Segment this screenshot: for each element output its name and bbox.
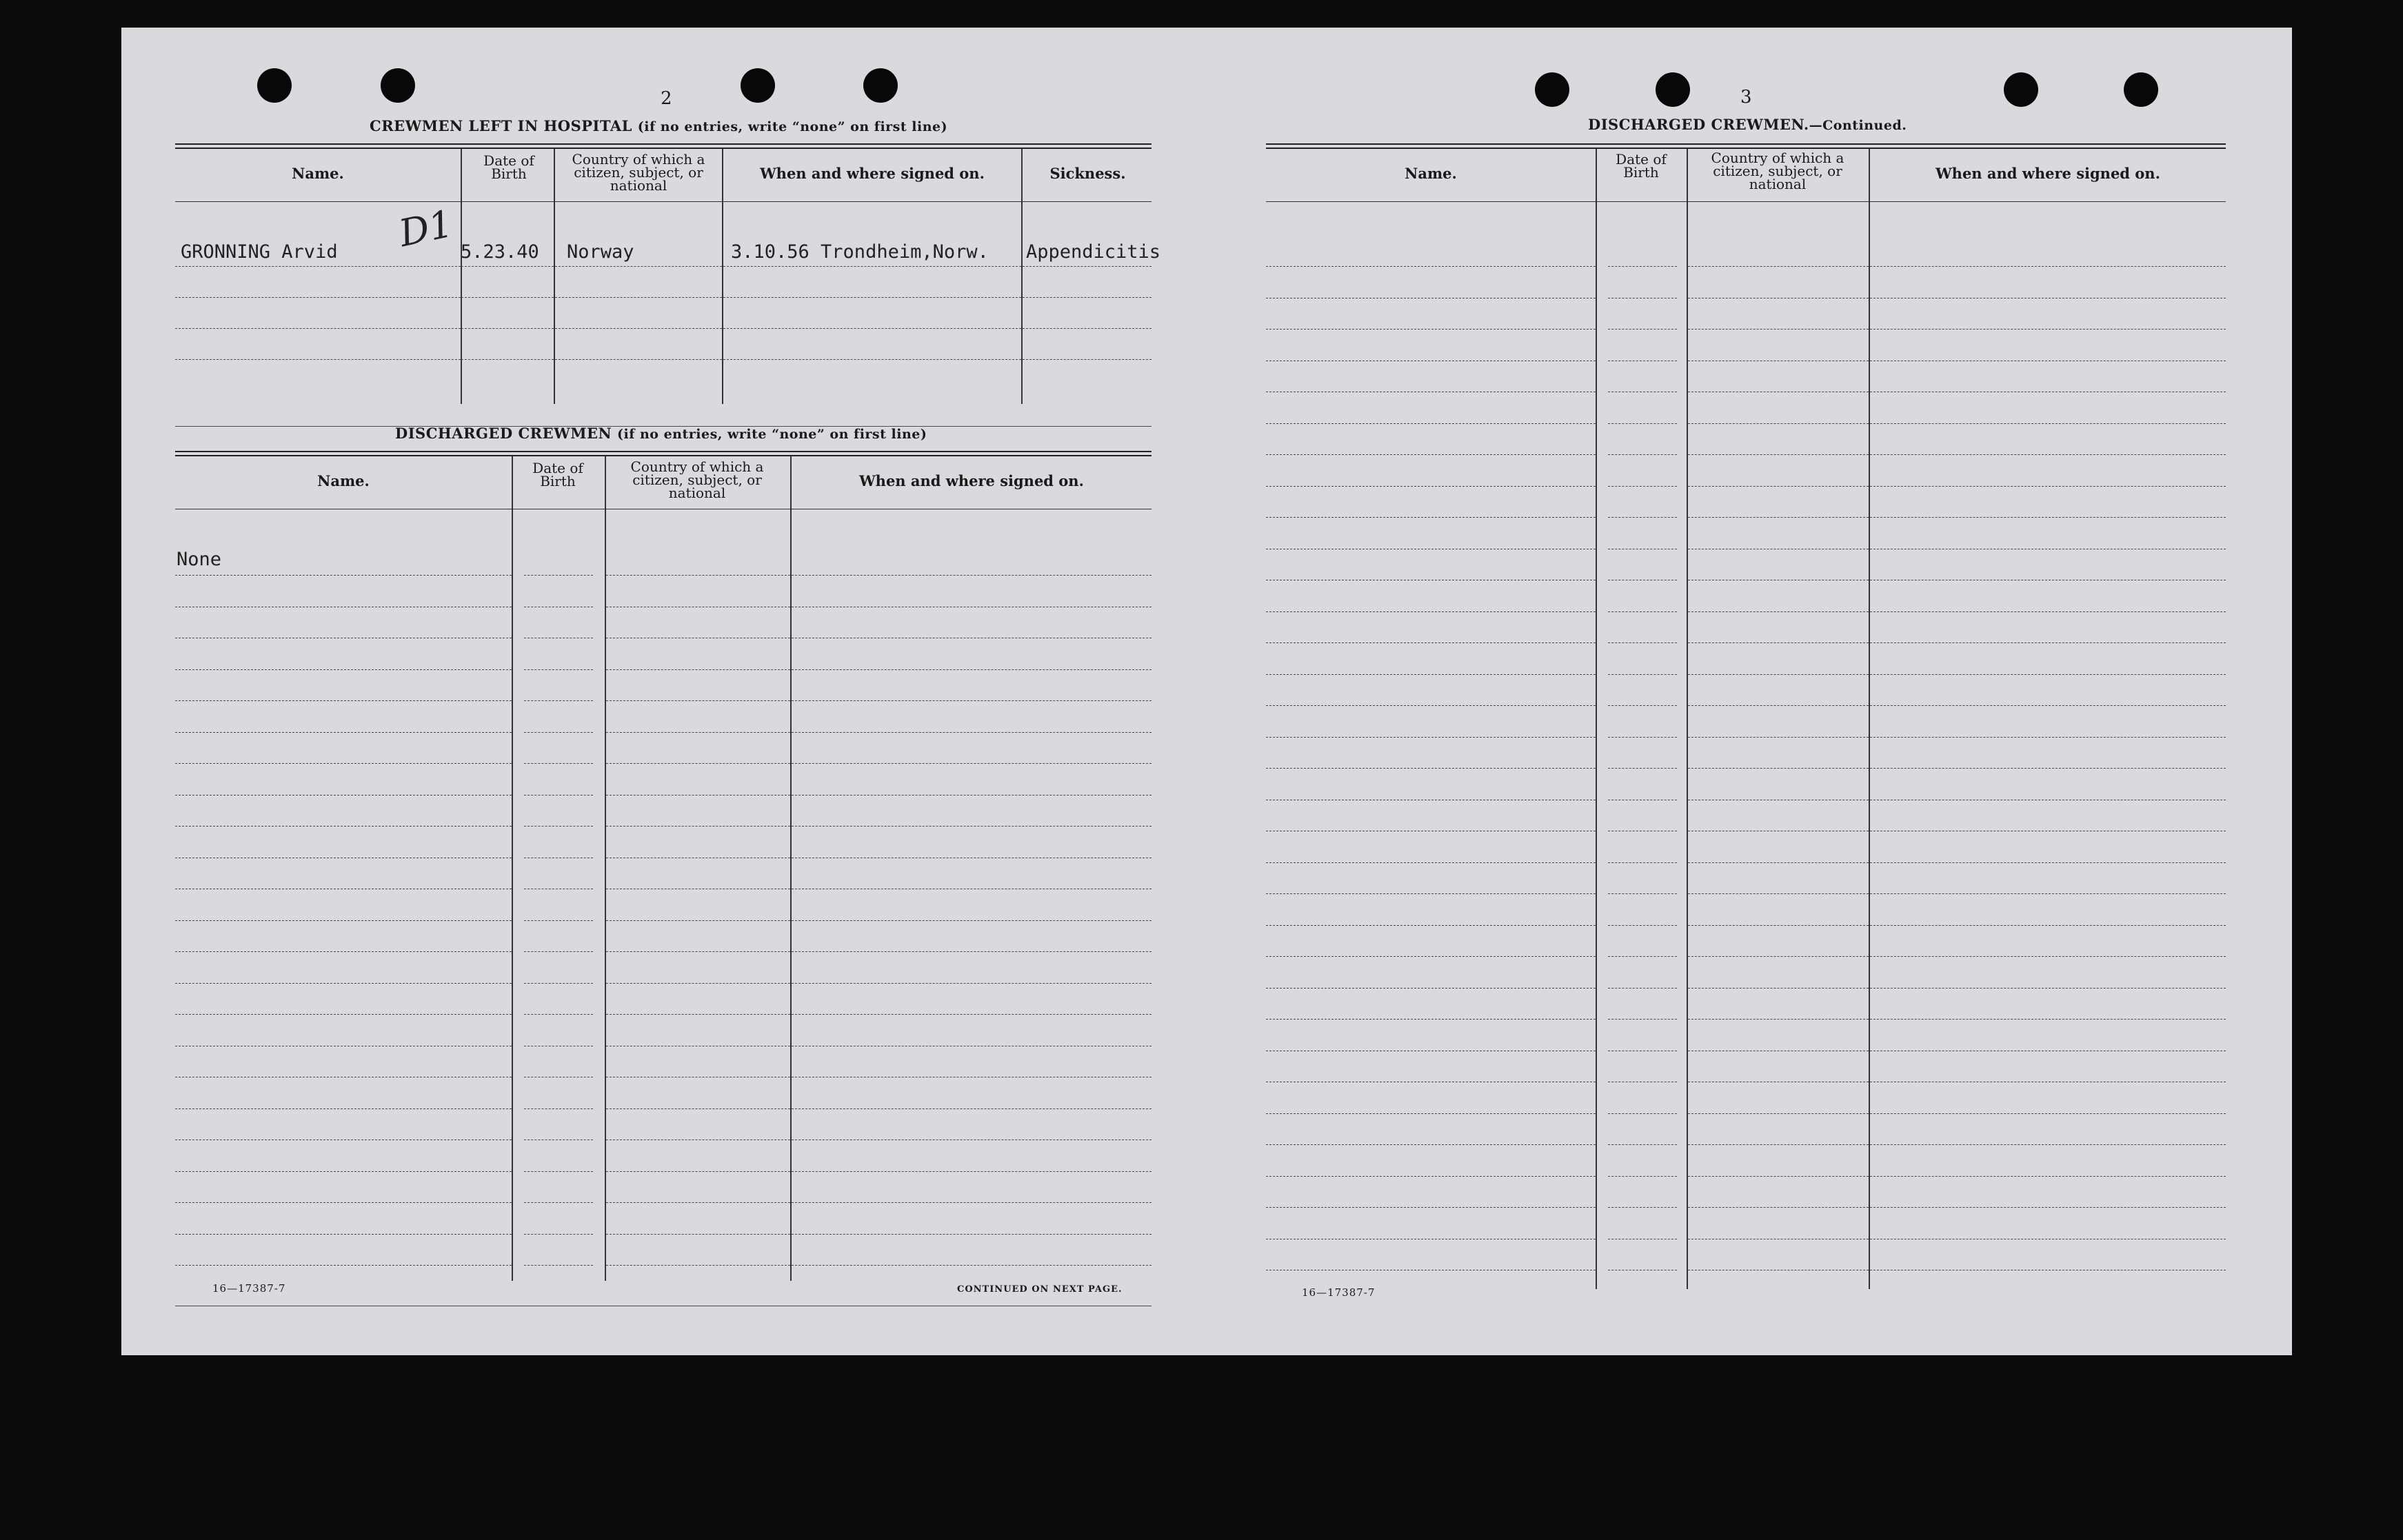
punch-hole xyxy=(863,68,898,103)
ruled-line xyxy=(1870,988,2226,989)
ruled-line xyxy=(1688,925,1869,926)
ruled-line xyxy=(1870,1144,2226,1145)
ruled-line xyxy=(524,669,593,670)
ruled-line xyxy=(792,1265,1152,1266)
ruled-line xyxy=(1608,486,1677,487)
ruled-line xyxy=(1688,642,1869,643)
hospital-row-country: Norway xyxy=(567,241,634,263)
ruled-line xyxy=(1870,862,2226,863)
ruled-line xyxy=(524,732,593,733)
ruled-line xyxy=(175,732,512,733)
ruled-line xyxy=(1688,768,1869,769)
ruled-line xyxy=(1608,329,1677,330)
ruled-line xyxy=(606,1139,790,1140)
ruled-line xyxy=(1688,1113,1869,1114)
ruled-line xyxy=(175,983,512,984)
ruled-line xyxy=(1870,1113,2226,1114)
ruled-line xyxy=(1688,266,1869,267)
ruled-line xyxy=(1266,517,1596,518)
ruled-line xyxy=(175,1202,512,1203)
ruled-line xyxy=(1688,674,1869,675)
discharged-section-title xyxy=(395,425,927,442)
ruled-line xyxy=(606,700,790,701)
ruled-line xyxy=(1608,956,1677,957)
ruled-line xyxy=(1608,611,1677,612)
ruled-line xyxy=(606,920,790,921)
ruled-line xyxy=(1688,956,1869,957)
ruled-line xyxy=(606,1108,790,1109)
ruled-line xyxy=(792,1202,1152,1203)
ruled-line xyxy=(1870,1176,2226,1177)
ruled-line xyxy=(175,763,512,764)
right-header-dob: Date of Birth xyxy=(1616,151,1667,181)
ruled-line xyxy=(1266,486,1596,487)
ruled-line xyxy=(524,1202,593,1203)
ruled-line xyxy=(792,826,1152,827)
ruled-line xyxy=(1266,925,1596,926)
ruled-line xyxy=(792,1108,1152,1109)
ruled-line xyxy=(792,700,1152,701)
discharged-instruction: (if no entries, write “none” on first line) xyxy=(616,427,927,442)
ruled-line xyxy=(1688,737,1869,738)
ruled-line xyxy=(606,951,790,952)
page-number-left: 2 xyxy=(661,88,672,109)
continued-note: CONTINUED ON NEXT PAGE. xyxy=(957,1284,1123,1295)
ruled-line xyxy=(1266,266,1596,267)
ruled-line xyxy=(792,669,1152,670)
ruled-line xyxy=(792,732,1152,733)
ruled-line xyxy=(1266,1207,1596,1208)
ruled-line xyxy=(1870,737,2226,738)
ruled-line xyxy=(1266,705,1596,706)
ruled-line xyxy=(1870,486,2226,487)
discharged-first-entry: None xyxy=(177,549,222,570)
right-header-country: Country of which a citizen, subject, or national xyxy=(1711,150,1844,192)
ruled-line xyxy=(524,1234,593,1235)
ruled-line xyxy=(524,951,593,952)
ruled-line xyxy=(1608,988,1677,989)
ruled-line xyxy=(606,1202,790,1203)
ruled-line xyxy=(1870,925,2226,926)
page-number-right: 3 xyxy=(1740,87,1752,108)
ruled-line xyxy=(1870,674,2226,675)
ruled-line xyxy=(524,1171,593,1172)
ruled-line xyxy=(1266,611,1596,612)
ruled-line xyxy=(175,826,512,827)
discharged-table-left xyxy=(175,451,1152,1313)
ruled-line xyxy=(1266,642,1596,643)
ruled-line xyxy=(1870,705,2226,706)
ruled-line xyxy=(1266,674,1596,675)
ruled-line xyxy=(1688,611,1869,612)
ruled-line xyxy=(1870,266,2226,267)
ruled-line xyxy=(792,1014,1152,1015)
ruled-line xyxy=(524,1014,593,1015)
ruled-line xyxy=(175,1014,512,1015)
discharged-title-text: DISCHARGED CREWMEN xyxy=(395,425,612,442)
punch-hole xyxy=(2124,72,2158,107)
document-sheet xyxy=(121,28,2292,1355)
ruled-line xyxy=(175,700,512,701)
ruled-line xyxy=(1266,768,1596,769)
ruled-line xyxy=(1608,1113,1677,1114)
ruled-line xyxy=(1608,737,1677,738)
right-header-signed: When and where signed on. xyxy=(1936,165,2160,182)
ruled-line xyxy=(1608,705,1677,706)
ruled-line xyxy=(792,795,1152,796)
ruled-line xyxy=(1266,737,1596,738)
ruled-line xyxy=(175,951,512,952)
ruled-line xyxy=(1608,423,1677,424)
hospital-table xyxy=(175,143,1161,433)
ruled-line xyxy=(1870,454,2226,455)
ruled-line xyxy=(606,669,790,670)
ruled-line xyxy=(1688,329,1869,330)
hospital-row-signed: 3.10.56 Trondheim,Norw. xyxy=(731,241,989,263)
ruled-line xyxy=(606,1234,790,1235)
ruled-line xyxy=(175,575,512,576)
handwritten-annotation: D1 xyxy=(395,201,457,256)
ruled-line xyxy=(1266,1019,1596,1020)
ruled-line xyxy=(1266,988,1596,989)
ruled-line xyxy=(606,983,790,984)
ruled-line xyxy=(1608,893,1677,894)
ruled-line xyxy=(175,920,512,921)
hospital-header-sickness: Sickness. xyxy=(1049,165,1126,182)
ruled-line xyxy=(175,1171,512,1172)
ruled-line xyxy=(524,1265,593,1266)
hospital-header-country: Country of which a citizen, subject, or national xyxy=(572,151,705,194)
ruled-line xyxy=(792,1171,1152,1172)
ruled-line xyxy=(792,983,1152,984)
hospital-instruction: (if no entries, write “none” on first line) xyxy=(637,119,948,134)
ruled-line xyxy=(1266,862,1596,863)
ruled-line xyxy=(1608,674,1677,675)
punch-hole xyxy=(1656,72,1690,107)
ruled-line xyxy=(1608,454,1677,455)
ruled-line xyxy=(1266,454,1596,455)
right-title-suffix: —Continued. xyxy=(1809,118,1907,133)
ruled-line xyxy=(175,795,512,796)
ruled-line xyxy=(606,795,790,796)
discharged-header-signed: When and where signed on. xyxy=(859,472,1084,489)
ruled-line xyxy=(1608,1207,1677,1208)
ruled-line xyxy=(524,1108,593,1109)
ruled-line xyxy=(1870,1207,2226,1208)
hospital-title-text: CREWMEN LEFT IN HOSPITAL xyxy=(370,117,632,134)
ruled-line xyxy=(524,700,593,701)
ruled-line xyxy=(606,826,790,827)
ruled-line xyxy=(524,575,593,576)
ruled-line xyxy=(1870,642,2226,643)
ruled-line xyxy=(1870,611,2226,612)
ruled-line xyxy=(1688,486,1869,487)
ruled-line xyxy=(524,1139,593,1140)
punch-hole xyxy=(257,68,292,103)
ruled-line xyxy=(1266,1144,1596,1145)
punch-hole xyxy=(1535,72,1569,107)
ruled-line xyxy=(606,1171,790,1172)
ruled-line xyxy=(606,1014,790,1015)
ruled-line xyxy=(1266,1176,1596,1177)
ruled-line xyxy=(1608,925,1677,926)
ruled-line xyxy=(1266,956,1596,957)
ruled-line xyxy=(1688,1144,1869,1145)
ruled-line xyxy=(524,795,593,796)
punch-hole xyxy=(2004,72,2038,107)
ruled-line xyxy=(606,1265,790,1266)
hospital-row-name: GRONNING Arvid xyxy=(181,241,338,263)
ruled-line xyxy=(1688,1176,1869,1177)
ruled-line xyxy=(1870,329,2226,330)
ruled-line xyxy=(1870,1019,2226,1020)
ruled-line xyxy=(606,575,790,576)
ruled-line xyxy=(175,669,512,670)
hospital-row-sickness: Appendicitis xyxy=(1026,241,1161,263)
ruled-line xyxy=(1688,423,1869,424)
ruled-line xyxy=(1608,768,1677,769)
ruled-line xyxy=(1870,768,2226,769)
ruled-line xyxy=(1688,862,1869,863)
form-number-right: 16—17387-7 xyxy=(1302,1286,1376,1299)
ruled-line xyxy=(1870,423,2226,424)
ruled-line xyxy=(792,763,1152,764)
ruled-line xyxy=(524,826,593,827)
ruled-line xyxy=(1266,893,1596,894)
hospital-row-dob: 5.23.40 xyxy=(461,241,539,263)
ruled-line xyxy=(1608,266,1677,267)
ruled-line xyxy=(1870,517,2226,518)
hospital-header-signed: When and where signed on. xyxy=(760,165,985,182)
ruled-line xyxy=(175,1108,512,1109)
ruled-line xyxy=(1688,454,1869,455)
discharged-table-right xyxy=(1266,143,2226,1315)
ruled-line xyxy=(1688,988,1869,989)
right-section-title xyxy=(1588,116,1907,133)
form-number-left: 16—17387-7 xyxy=(212,1282,286,1295)
ruled-line xyxy=(524,983,593,984)
hospital-header-name: Name. xyxy=(292,165,344,182)
ruled-line xyxy=(524,920,593,921)
ruled-line xyxy=(792,1139,1152,1140)
ruled-line xyxy=(792,951,1152,952)
ruled-line xyxy=(1870,893,2226,894)
punch-hole xyxy=(741,68,775,103)
ruled-line xyxy=(1608,642,1677,643)
ruled-line xyxy=(1688,1207,1869,1208)
discharged-header-name: Name. xyxy=(317,472,370,489)
discharged-header-dob: Date of Birth xyxy=(532,460,583,489)
ruled-line xyxy=(1266,1113,1596,1114)
ruled-line xyxy=(1266,329,1596,330)
ruled-line xyxy=(175,1265,512,1266)
ruled-line xyxy=(1266,423,1596,424)
right-header-name: Name. xyxy=(1405,165,1457,182)
ruled-line xyxy=(792,575,1152,576)
ruled-line xyxy=(606,732,790,733)
ruled-line xyxy=(1608,1144,1677,1145)
ruled-line xyxy=(1608,862,1677,863)
ruled-line xyxy=(1688,893,1869,894)
ruled-line xyxy=(1608,1019,1677,1020)
right-title-text: DISCHARGED CREWMEN. xyxy=(1588,116,1809,133)
ruled-line xyxy=(175,1234,512,1235)
ruled-line xyxy=(524,763,593,764)
ruled-line xyxy=(792,1234,1152,1235)
ruled-line xyxy=(1688,517,1869,518)
ruled-line xyxy=(1688,705,1869,706)
hospital-section-title xyxy=(370,117,947,134)
ruled-line xyxy=(1608,517,1677,518)
ruled-line xyxy=(792,920,1152,921)
ruled-line xyxy=(1870,956,2226,957)
punch-hole xyxy=(381,68,415,103)
ruled-line xyxy=(1688,1019,1869,1020)
ruled-line xyxy=(1608,1176,1677,1177)
hospital-header-dob: Date of Birth xyxy=(483,152,534,182)
ruled-line xyxy=(175,1139,512,1140)
discharged-header-country: Country of which a citizen, subject, or national xyxy=(630,458,764,501)
ruled-line xyxy=(606,763,790,764)
